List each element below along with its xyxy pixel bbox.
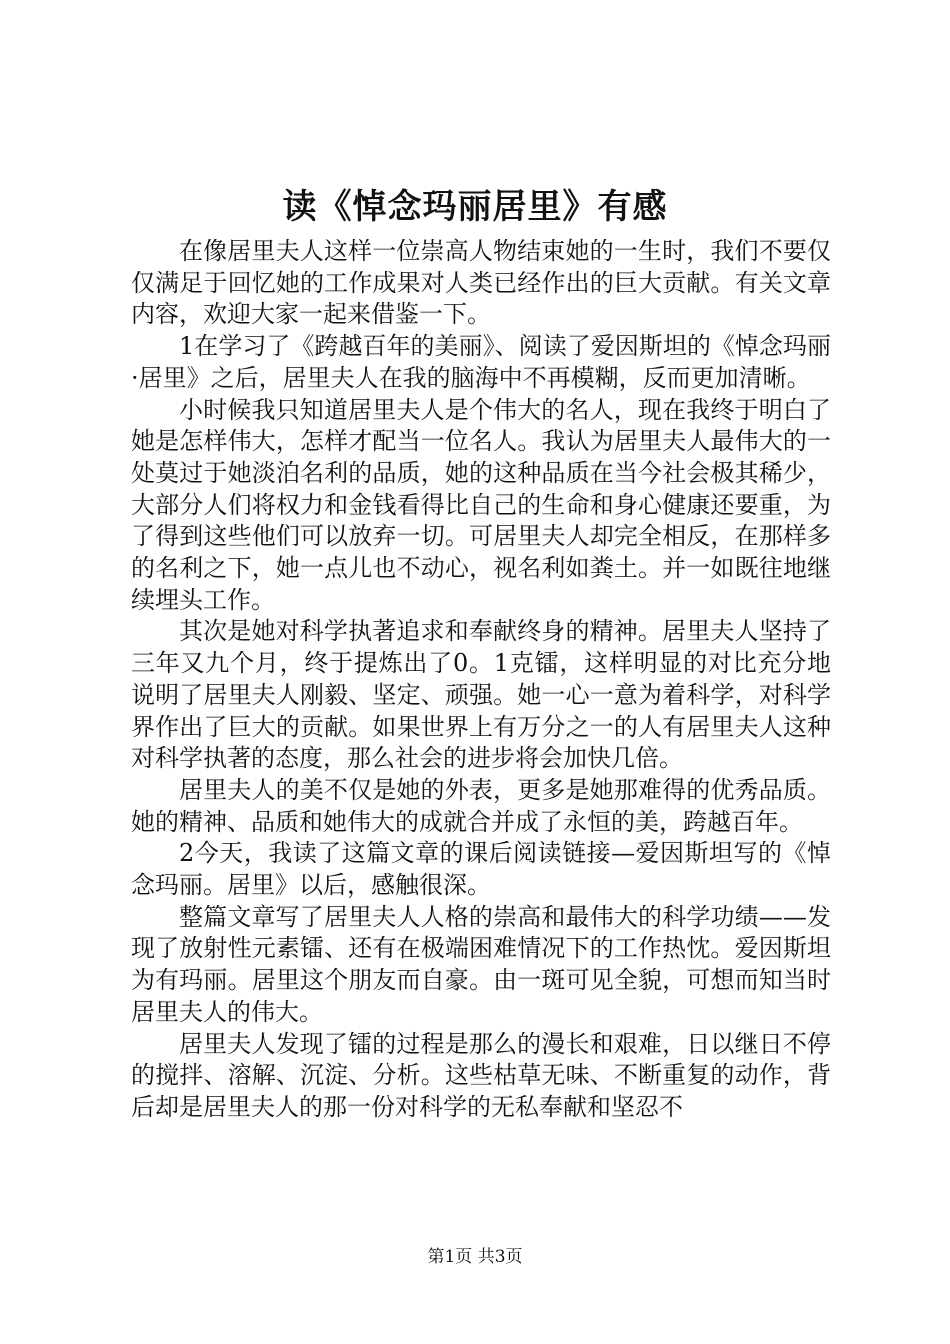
paragraph-6: 2今天，我读了这篇文章的课后阅读链接—爱因斯坦写的《悼念玛丽。居里》以后，感触很深。 [131,839,831,900]
paragraph-2: 1在学习了《跨越百年的美丽》、阅读了爱因斯坦的《悼念玛丽·居里》之后，居里夫人在我的脑海中不再模糊，反而更加清晰。 [131,332,831,392]
document-title: 读《悼念玛丽居里》有感 [282,187,668,227]
paragraph-3: 小时候我只知道居里夫人是个伟大的名人，现在我终于明白了她是怎样伟大，怎样才配当一位名人。我认为居里夫人最伟大的一处莫过于她淡泊名利的品质，她的这种品质在当今社会极其稀少，大部分人们将权力和金钱看得比自己的生命和身心健康还要重，为了得到这些他们可以放弃一切。可居里夫人却完全相反，在那样多的名利之下，她一点儿也不动心，视名利如粪土。并一如既往地继续埋头工作。 [131,395,831,614]
page-footer: 第1页 共3页 [427,1247,523,1267]
paragraph-1: 在像居里夫人这样一位崇高人物结束她的一生时，我们不要仅仅满足于回忆她的工作成果对人类已经作出的巨大贡献。有关文章内容，欢迎大家一起来借鉴一下。 [131,237,831,329]
paragraph-8: 居里夫人发现了镭的过程是那么的漫长和艰难，日以继日不停的搅拌、溶解、沉淀、分析。这些枯草无味、不断重复的动作，背后却是居里夫人的那一份对科学的无私奉献和坚忍不 [131,1029,831,1121]
paragraph-4: 其次是她对科学执著追求和奉献终身的精神。居里夫人坚持了三年又九个月，终于提炼出了0。1克镭，这样明显的对比充分地说明了居里夫人刚毅、坚定、顽强。她一心一意为着科学，对科学界作出了巨大的贡献。如果世界上有万分之一的人有居里夫人这种对科学执著的态度，那么社会的进步将会加快几倍。 [131,617,831,773]
paragraph-5: 居里夫人的美不仅是她的外表，更多是她那难得的优秀品质。她的精神、品质和她伟大的成就合并成了永恒的美，跨越百年。 [131,775,831,836]
document-body [131,236,831,1124]
paragraph-7: 整篇文章写了居里夫人人格的崇高和最伟大的科学功绩——发现了放射性元素镭、还有在极端困难情况下的工作热忱。爱因斯坦为有玛丽。居里这个朋友而自豪。由一斑可见全貌，可想而知当时居里夫人的伟大。 [131,902,831,1026]
